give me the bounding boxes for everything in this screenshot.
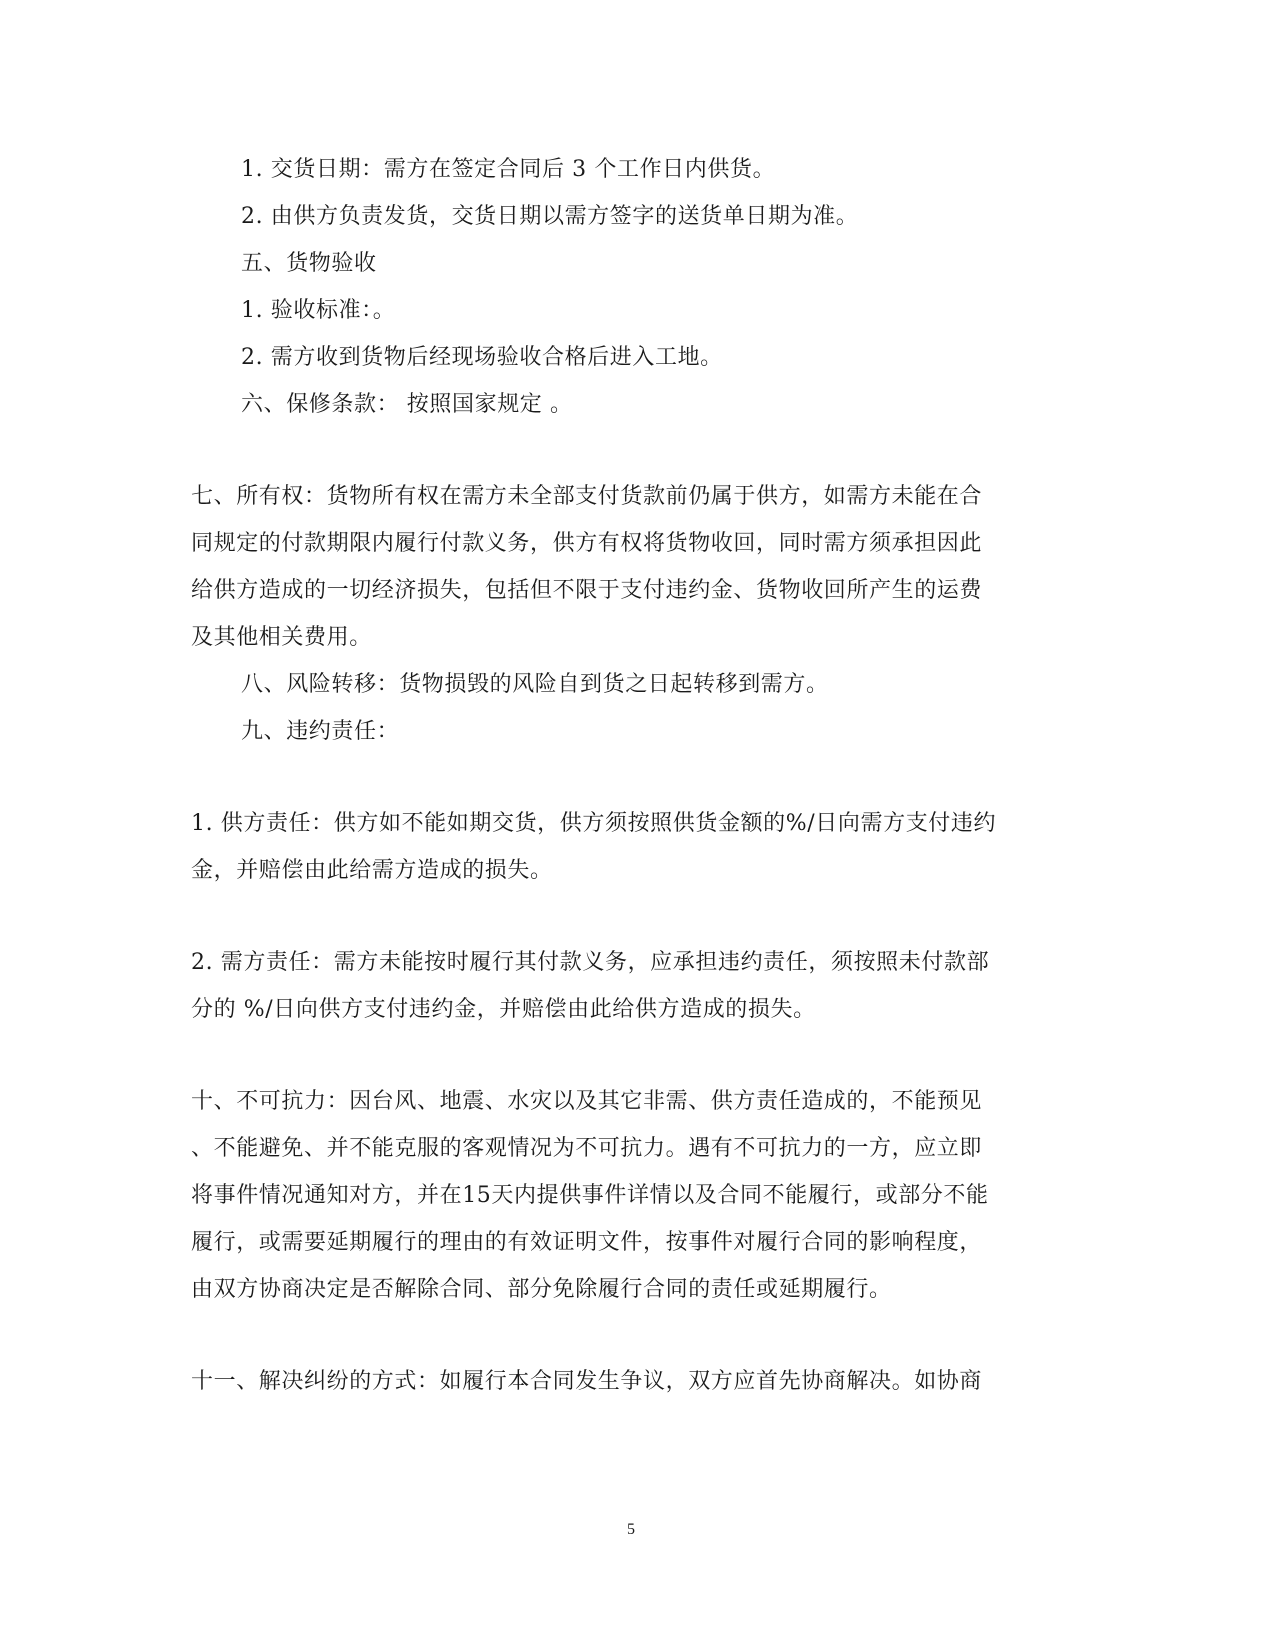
supplier-liability-line-2: 金，并赔偿由此给需方造成的损失。 xyxy=(191,858,553,883)
force-majeure-line-3: 将事件情况通知对方，并在15天内提供事件详情以及合同不能履行，或部分不能 xyxy=(191,1183,989,1208)
delivery-date-clause: 1. 交货日期：需方在签定合同后 3 个工作日内供货。 xyxy=(241,157,776,182)
buyer-liability-line-2: 分的 %/日向供方支付违约金，并赔偿由此给供方造成的损失。 xyxy=(191,997,816,1022)
force-majeure-line-2: 、不能避免、并不能克服的客观情况为不可抗力。遇有不可抗力的一方，应立即 xyxy=(191,1136,983,1161)
acceptance-standard-clause: 1. 验收标准：。 xyxy=(241,298,396,323)
ownership-clause-line-3: 给供方造成的一切经济损失，包括但不限于支付违约金、货物收回所产生的运费 xyxy=(191,578,983,603)
supplier-liability-line-1: 1. 供方责任：供方如不能如期交货，供方须按照供货金额的%/日向需方支付违约 xyxy=(191,811,997,836)
warranty-clause: 六、保修条款： 按照国家规定 。 xyxy=(241,392,573,417)
section-heading-acceptance: 五、货物验收 xyxy=(241,251,377,276)
dispute-resolution-line-1: 十一、解决纠纷的方式：如履行本合同发生争议，双方应首先协商解决。如协商 xyxy=(191,1369,983,1394)
force-majeure-line-4: 履行，或需要延期履行的理由的有效证明文件，按事件对履行合同的影响程度， xyxy=(191,1230,983,1255)
on-site-acceptance-clause: 2. 需方收到货物后经现场验收合格后进入工地。 xyxy=(241,345,723,370)
section-heading-liability: 九、违约责任： xyxy=(241,719,400,744)
force-majeure-line-5: 由双方协商决定是否解除合同、部分免除履行合同的责任或延期履行。 xyxy=(191,1277,892,1302)
force-majeure-line-1: 十、不可抗力：因台风、地震、水灾以及其它非需、供方责任造成的，不能预见 xyxy=(191,1089,983,1114)
ownership-clause-line-4: 及其他相关费用。 xyxy=(191,625,372,650)
buyer-liability-line-1: 2. 需方责任：需方未能按时履行其付款义务，应承担违约责任，须按照未付款部 xyxy=(191,950,990,975)
shipping-responsibility-clause: 2. 由供方负责发货，交货日期以需方签字的送货单日期为准。 xyxy=(241,204,859,229)
risk-transfer-clause: 八、风险转移：货物损毁的风险自到货之日起转移到需方。 xyxy=(241,672,829,697)
page-number: 5 xyxy=(627,1521,635,1538)
ownership-clause-line-1: 七、所有权：货物所有权在需方未全部支付货款前仍属于供方，如需方未能在合 xyxy=(191,484,983,509)
ownership-clause-line-2: 同规定的付款期限内履行付款义务，供方有权将货物收回，同时需方须承担因此 xyxy=(191,531,983,556)
